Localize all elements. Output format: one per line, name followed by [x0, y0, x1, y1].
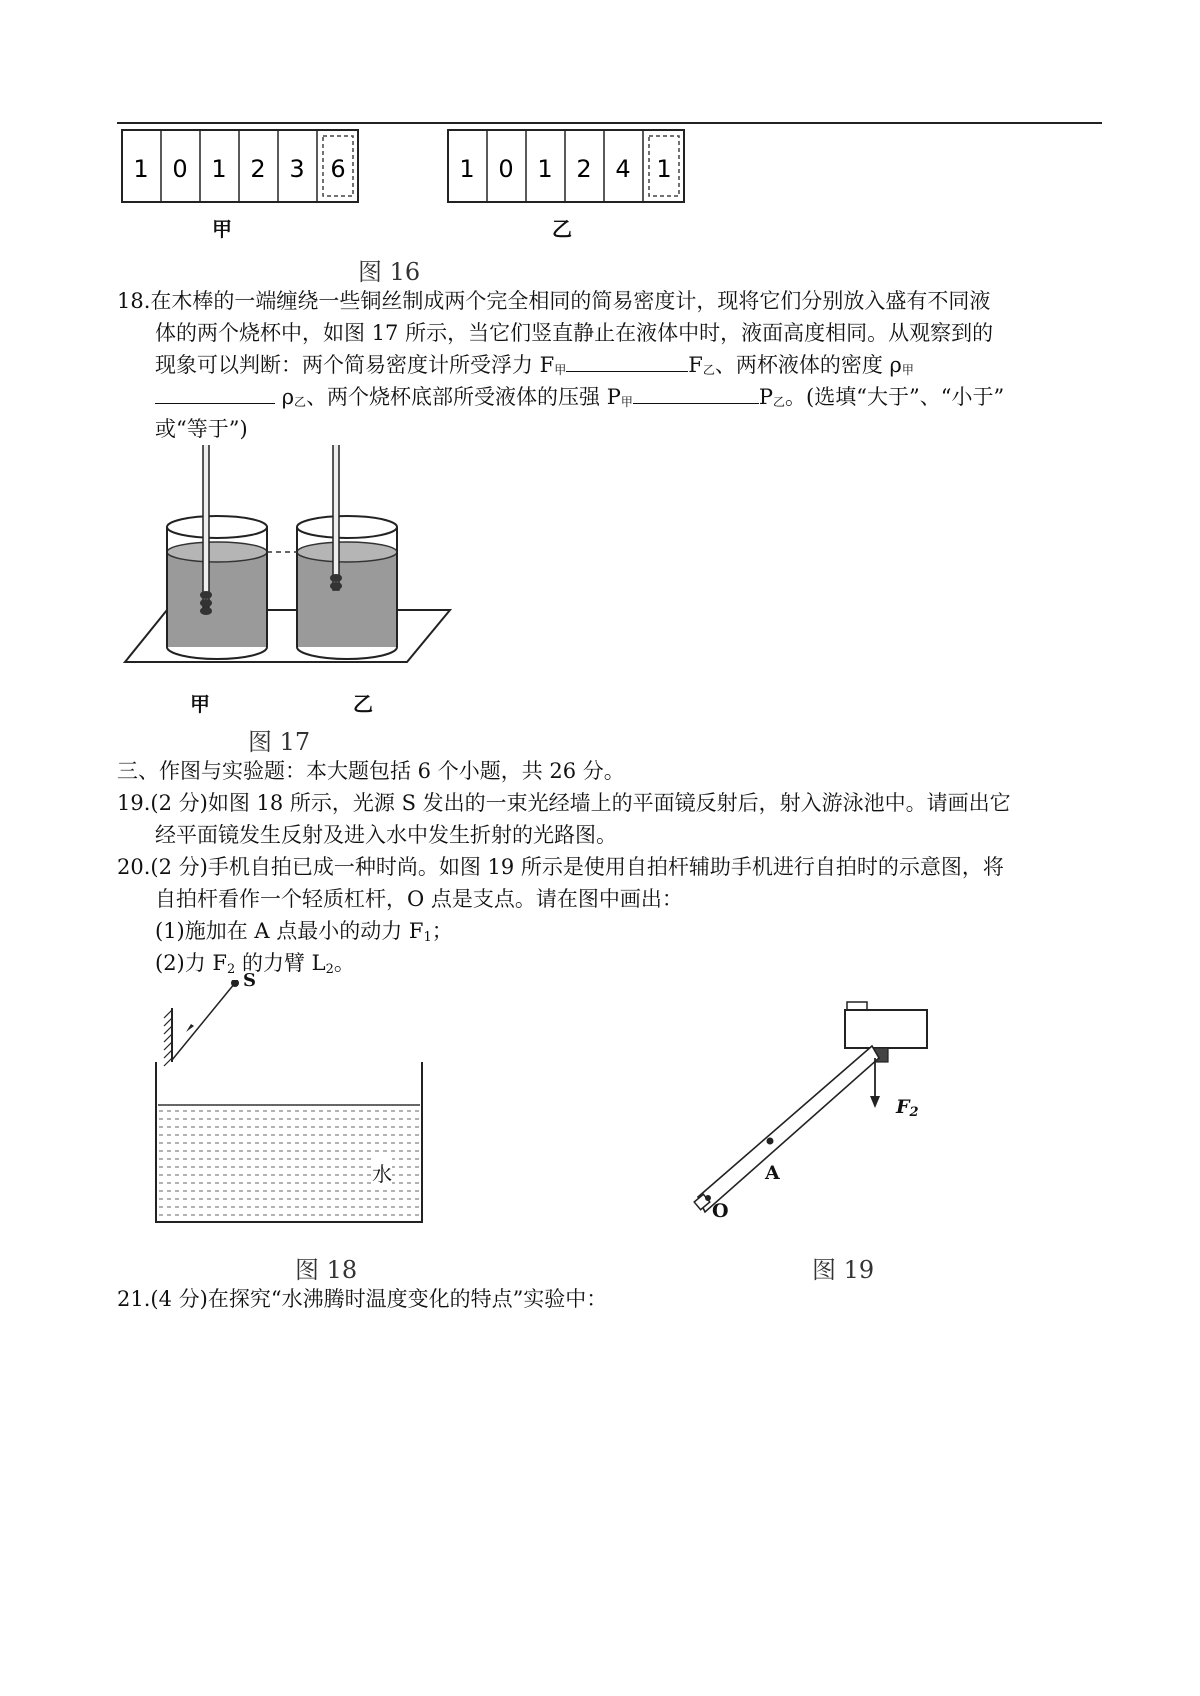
fig17-caption: 图 17	[248, 728, 311, 756]
counter-jia	[122, 130, 358, 202]
q18-line-2: 体的两个烧杯中，如图 17 所示，当它们竖直静止在液体中时，液面高度相同。从观察到的	[155, 321, 994, 345]
q20-line-2: 自拍杆看作一个轻质杠杆，O 点是支点。请在图中画出：	[155, 887, 683, 911]
densimeter-jia	[203, 445, 209, 607]
point-a-label: A	[765, 1162, 780, 1184]
q21-line: 21.(4 分)在探究“水沸腾时温度变化的特点”实验中：	[117, 1287, 608, 1311]
densimeter-yi	[333, 445, 339, 590]
q18-line-1: 18.在木棒的一端缠绕一些铜丝制成两个完全相同的简易密度计，现将它们分别放入盛有不同液	[117, 289, 991, 313]
phone-box	[845, 1010, 927, 1048]
fig16-caption: 图 16	[358, 258, 421, 286]
yi-digit-3: 1	[537, 155, 553, 183]
jia-digit-5: 3	[289, 155, 305, 183]
q19-line-1: 19.(2 分)如图 18 所示，光源 S 发出的一束光经墙上的平面镜反射后，射入游泳池中。请画出它	[117, 791, 1011, 815]
answer-blank-pressure[interactable]	[633, 383, 759, 404]
beaker-yi	[297, 445, 397, 659]
q18-line-5: 或“等于”)	[155, 417, 248, 441]
section-3-heading: 三、作图与实验题：本大题包括 6 个小题，共 26 分。	[117, 759, 625, 783]
force-f2-arrow-icon	[870, 1096, 880, 1108]
wall-mirror	[164, 1008, 172, 1066]
jia-digit-3: 1	[211, 155, 227, 183]
counter-yi	[448, 130, 684, 202]
yi-digit-5: 4	[615, 155, 631, 183]
source-s-label: S	[243, 970, 256, 991]
q18-line-3: 现象可以判断：两个简易密度计所受浮力 F甲 F乙、两杯液体的密度 ρ甲	[155, 353, 914, 377]
water-label: 水	[372, 1158, 392, 1187]
jia-digit-4: 2	[250, 155, 266, 183]
selfie-stick	[698, 1046, 879, 1212]
q20-item-1: (1)施加在 A 点最小的动力 $F_1$；	[155, 919, 453, 945]
beaker-jia	[167, 445, 267, 659]
figure-16-counters	[120, 128, 720, 210]
jia-digit-6: 6	[330, 155, 346, 183]
point-a-dot	[767, 1138, 774, 1145]
fig19-caption: 图 19	[812, 1256, 875, 1284]
q20-item-2: (2)力 $F_2$ 的力臂 $L_2$。	[155, 951, 355, 977]
fig17-yi-label: 乙	[353, 692, 373, 716]
figure-17-beakers	[115, 445, 460, 685]
yi-digit-4: 2	[576, 155, 592, 183]
pivot-o-dot	[705, 1195, 711, 1201]
figure-18-mirror-pool	[150, 980, 430, 1240]
yi-digit-2: 0	[498, 155, 514, 183]
fig17-jia-label: 甲	[190, 692, 210, 716]
yi-digit-6: 1	[656, 155, 672, 183]
fig18-caption: 图 18	[295, 1256, 358, 1284]
jia-digit-2: 0	[172, 155, 188, 183]
f2-label: $F_2$	[896, 1096, 919, 1120]
pivot-o-label: O	[712, 1200, 729, 1222]
jia-digit-1: 1	[133, 155, 149, 183]
answer-blank-buoyancy[interactable]	[566, 351, 688, 372]
q20-line-1: 20.(2 分)手机自拍已成一种时尚。如图 19 所示是使用自拍杆辅助手机进行自拍时的示意图，将	[117, 855, 1004, 879]
q19-line-2: 经平面镜发生反射及进入水中发生折射的光路图。	[155, 823, 617, 847]
ray-arrow-icon	[186, 1024, 194, 1032]
yi-digit-1: 1	[459, 155, 475, 183]
top-rule	[117, 122, 1102, 124]
fig16-jia-label: 甲	[212, 217, 232, 241]
incident-ray	[172, 983, 235, 1060]
answer-blank-density[interactable]	[155, 383, 275, 404]
fig16-yi-label: 乙	[552, 217, 572, 241]
q18-line-4: ρ乙、两个烧杯底部所受液体的压强 P甲 P乙。(选填“大于”、“小于”	[155, 382, 1004, 415]
